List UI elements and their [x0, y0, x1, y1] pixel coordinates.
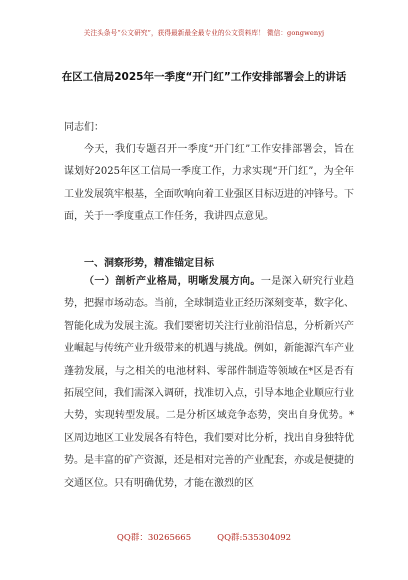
- header-banner: 关注头条号“公文研究”，获得最新最全最专业的公文资料库！ 微信：gongwenyj: [83, 29, 325, 37]
- footer-qq-group-1: QQ群：30265665: [116, 533, 192, 543]
- footer: [0, 531, 408, 543]
- intro-paragraph: 今天，我们专题召开一季度“开门红”工作安排部署会，旨在谋划好2025年区工信局一季度工作，力求实现“开门红”，为全年工业发展筑牢根基，全面吹响向着工业强区目标迈进的冲锋号。下面，关于一季度重点工作任务，我讲四点意见。: [64, 144, 354, 223]
- subsection-text: 一是深入研究行业趋势，把握市场动态。当前，全球制造业正经历深刻变革，数字化、智能化成为发展主流。我们要密切关注行业前沿信息，分析新兴产业崛起与传统产业升级带来的机遇与挑战。例如，新能源汽车产业蓬勃发展，与之相关的电池材料、零部件制造等领域在*区是否有拓展空间，我们需深入调研，找准切入点，引导本地企业顺应行业大势，实现转型发展。二是分析区域竞争态势，突出自身优势。*区周边地区工业发展各有特色，我们要对比分析，找出自身独特优势。是丰富的矿产资源，还是相对完善的产业配套，亦或是便捷的交通区位。只有明确优势，才能在激烈的区: [64, 276, 355, 489]
- salutation: 同志们：: [64, 122, 104, 133]
- subsection-paragraph: [64, 271, 354, 495]
- document-title: 在区工信局2025年一季度“开门红”工作安排部署会上的讲话: [61, 71, 347, 83]
- section-heading: 一、洞察形势，精准锚定目标: [84, 258, 214, 269]
- subsection-heading: （一）剖析产业格局，明晰发展方向。: [84, 276, 261, 287]
- footer-qq-group-2: QQ群:535304092: [217, 533, 292, 543]
